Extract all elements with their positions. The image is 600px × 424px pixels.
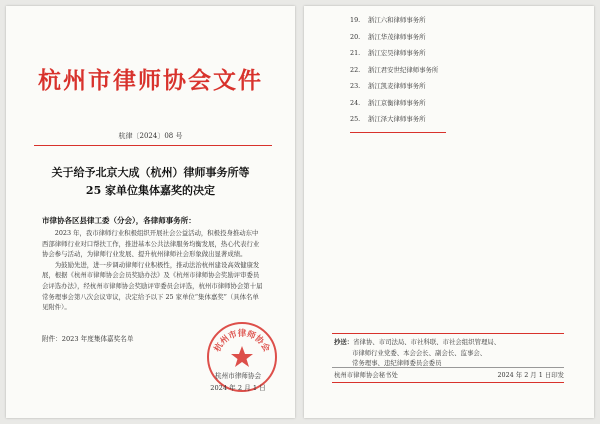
signature-date: 2024 年 2 月 1 日 — [210, 384, 266, 392]
list-item — [350, 29, 438, 46]
list-item-number: 21. — [350, 49, 361, 57]
list-item — [350, 45, 438, 62]
cc-line-2: 市律师行业党委、本会会长、副会长、监事会、 — [352, 348, 487, 357]
cc-block — [334, 337, 564, 369]
list-item-number: 25. — [350, 115, 361, 123]
red-divider — [34, 145, 272, 146]
cc-top-divider — [332, 333, 564, 334]
list-item-name: 浙江泽大律师事务所 — [368, 115, 426, 123]
body-text — [42, 228, 264, 313]
signature-organization: 杭州市律师协会 — [214, 372, 262, 380]
list-item-number: 19. — [350, 16, 361, 24]
svg-text:杭州市律师协会: 杭州市律师协会 — [212, 329, 272, 354]
footer-organization: 杭州市律师协会秘书处 — [334, 371, 398, 379]
cc-line-1: 省律协、市司法局、市社科联、市社会组织管理局、 — [353, 338, 501, 346]
attachment-note: 附件：2023 年度集体嘉奖名单 — [42, 335, 134, 343]
salutation: 市律协各区县律工委（分会），各律师事务所： — [42, 216, 196, 225]
issuance-footer — [334, 370, 564, 379]
document-title-line1: 关于给予北京大成（杭州）律师事务所等 — [51, 166, 250, 179]
document-title-line2: 25 家单位集体嘉奖的决定 — [85, 184, 216, 197]
bottom-divider — [332, 382, 564, 383]
list-item — [350, 12, 438, 29]
red-underline-highlight — [350, 132, 446, 133]
list-item-highlighted — [350, 78, 438, 95]
cc-bottom-divider — [332, 367, 564, 368]
list-item — [350, 62, 438, 79]
list-item-number: 24. — [350, 98, 361, 107]
list-item-name: 浙江宏昊律师事务所 — [368, 49, 426, 57]
list-item-number: 22. — [350, 65, 361, 74]
list-item — [350, 95, 438, 112]
footer-date: 2024 年 2 月 1 日印发 — [497, 371, 564, 379]
left-page — [6, 6, 295, 418]
list-item-name: 浙江华茂律师事务所 — [368, 32, 426, 41]
body-paragraph-2: 为鼓励先进，进一步调动律师行业积极性，推动法治杭州建设高效健康发展，根据《杭州市律师协会会员奖励办法》及《杭州市律师协会奖励评审委员会评选办法》，经杭州市律师协会奖励评审委员会评选，杭州市律师协会第十届常务理事会第八次会议审议，决定给予以下 25 家单位“集体嘉奖”（具体名单见附件）。 — [42, 260, 263, 312]
document-header: 杭州市律师协会文件 — [38, 67, 263, 94]
list-item-name: 浙江六和律师事务所 — [368, 16, 426, 24]
list-item-name: 浙江君安世纪律师事务所 — [368, 65, 439, 74]
list-item — [350, 111, 438, 128]
list-item-number: 23. — [350, 82, 361, 90]
list-item-number: 20. — [350, 32, 361, 41]
body-paragraph-1: 2023 年，我市律师行业积极组织开展社会公益活动，积极投身推动东中西部律师行业对口帮扶工作，推进基本公共法律服务均衡发展，热心代表行业协会参与活动，为律师行业发展、提升杭州律师社会形象做出显著成绩。 — [42, 229, 260, 259]
list-item-name: 浙江凯麦律师事务所 — [368, 82, 426, 90]
right-page — [304, 6, 594, 418]
cc-line-3: 常务理事、违纪律师委员会委员 — [352, 359, 442, 367]
award-list — [350, 12, 438, 128]
cc-label: 抄送： — [334, 338, 354, 346]
list-item-name: 浙江京衡律师事务所 — [368, 98, 426, 107]
document-number: 杭律〔2024〕08 号 — [118, 132, 183, 140]
